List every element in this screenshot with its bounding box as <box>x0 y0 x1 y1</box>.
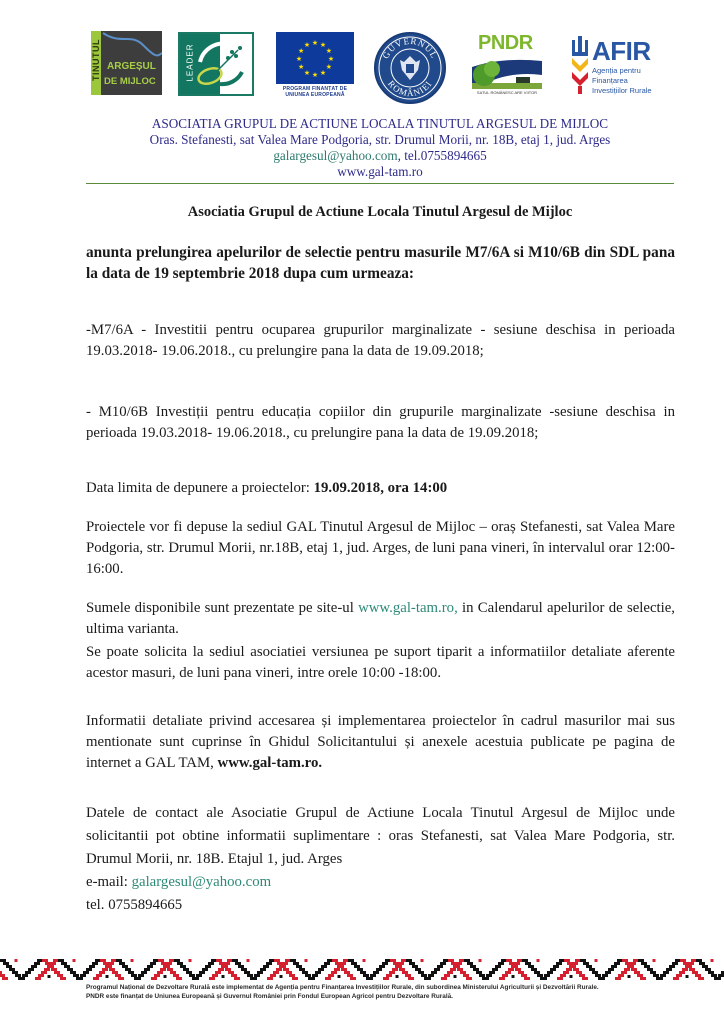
eu-star-icon: ★ <box>325 47 332 55</box>
eu-star-icon: ★ <box>327 55 335 63</box>
measure-m7-6a: -M7/6A - Investitii pentru ocuparea grupurilor marginalizate - sesiune deschisa in perioada 19.03.2018- 19.06.2018., cu prelungire pana la data de 19.09.2018; <box>86 322 675 359</box>
eu-star-icon: ★ <box>311 71 319 79</box>
afir-logo <box>570 36 670 96</box>
eu-caption-line2: UNIUNEA EUROPEANĂ <box>285 92 345 98</box>
header-website-link[interactable]: www.gal-tam.ro <box>337 164 423 179</box>
footer-line1: Programul Național de Dezvoltare Rurală este implementat de Agenția pentru Finanțarea Investițiilor Rurale, din subordinea Ministerului Agriculturii și Dezvoltării Rurale. <box>86 984 599 991</box>
contact-text: Datele de contact ale Asociatie Grupul de Actiune Locala Tinutul Argesul de Mijloc unde solicitantii pot obtine informatii suplimentare : oras Stefanesti, sat Valea Mare Podgoria, str. Drumul Morii, nr. 18B. Etajul 1, jud. Arges <box>86 805 675 867</box>
organization-name: ASOCIATIA GRUPUL DE ACTIUNE LOCALA TINUTUL ARGESUL DE MIJLOC <box>151 116 609 131</box>
pndr-landscape-icon <box>472 53 542 95</box>
logo-tam-vertical-text: TINUTUL <box>91 39 101 81</box>
header-email-link[interactable]: galargesul@yahoo.com <box>273 148 398 163</box>
afir-title: AFIR <box>592 36 651 66</box>
announcement-heading: anunta prelungirea apelurilor de selectie pentru masurile M7/6A si M10/6B din SDL pana la data de 19 septembrie 2018 dupa cum urmeaza: <box>86 244 675 282</box>
details-paragraph <box>86 711 675 774</box>
organization-address: Oras. Stefanesti, sat Valea Mare Podgoria, str. Drumul Morii, nr. 18B, etaj 1, jud. Arges <box>149 132 611 147</box>
logo-tam-line1: ARGEȘUL <box>107 61 156 72</box>
contact-paragraph <box>86 802 675 917</box>
header-phone: , tel.0755894665 <box>397 148 487 163</box>
pndr-logo <box>472 33 542 101</box>
amounts-text-after: in Calendarul apelurilor de selectie, ultima varianta. <box>86 600 676 637</box>
eu-logo <box>276 32 354 98</box>
partner-logos <box>0 30 724 110</box>
contact-line <box>86 148 674 164</box>
contact-email-link[interactable]: galargesul@yahoo.com <box>131 874 272 890</box>
svg-text:SATUL ROMÂNESC ARE VIITOR: SATUL ROMÂNESC ARE VIITOR <box>476 90 538 95</box>
eu-star-icon: ★ <box>319 68 327 77</box>
amounts-text-before: Sumele disponibile sunt prezentate pe site-ul <box>86 600 359 616</box>
eu-star-icon: ★ <box>325 63 332 71</box>
eu-star-icon: ★ <box>319 41 327 50</box>
folk-pattern-border <box>0 957 724 981</box>
svg-text:ROMÂNIEI: ROMÂNIEI <box>386 78 434 99</box>
amounts-paragraph <box>86 598 675 640</box>
river-wave-icon <box>101 31 162 61</box>
eu-star-icon: ★ <box>298 47 305 55</box>
footer-disclaimer <box>86 983 706 1001</box>
eu-star-icon: ★ <box>311 39 319 47</box>
amounts-website-link[interactable]: www.gal-tam.ro, <box>358 600 458 616</box>
government-seal-icon <box>376 34 444 102</box>
phone-line: tel. 0755894665 <box>86 897 183 913</box>
svg-text:GUVERNUL: GUVERNUL <box>380 35 440 61</box>
eu-caption-line1: PROGRAM FINANȚAT DE <box>282 86 348 92</box>
romanian-government-seal <box>374 32 446 104</box>
afir-sub-line2: Investițiilor Rurale <box>592 86 652 95</box>
footer-line2: PNDR este finanțat de Uniunea Europeană și Guvernul României prin Fondul European Agricol pentru Dezvoltare Rurală. <box>86 993 453 1000</box>
afir-sub-line1: Agenția pentru Finanțarea <box>592 66 641 85</box>
letterhead <box>86 116 674 180</box>
logo-leader-text: LEADER <box>185 43 195 82</box>
eu-star-icon: ★ <box>295 55 303 63</box>
details-website-link[interactable]: www.gal-tam.ro. <box>217 755 323 771</box>
deadline-label: Data limita de depunere a proiectelor: <box>86 480 314 496</box>
email-line <box>86 871 675 894</box>
logo-tam-line2: DE MIJLOC <box>104 76 156 87</box>
afir-emblem-icon <box>570 36 590 96</box>
eu-star-icon: ★ <box>298 63 305 71</box>
tinutul-argesul-logo <box>91 31 162 95</box>
submission-paragraph: Proiectele vor fi depuse la sediul GAL Tinutul Argesul de Mijloc – oraș Stefanesti, sat Valea Mare Podgoria, str. Drumul Morii, nr.18B, etaj 1, jud. Arges, de luni pana vineri, în intervalul orar 12:00-16:00. <box>86 519 675 577</box>
header-divider <box>86 183 674 184</box>
details-text: Informatii detaliate privind accesarea și implementarea proiectelor în cadrul masurilor mai sus mentionate sunt cuprinse în Ghidul Solicitantului și anexele acestuia publicate pe pagina de internet a GAL TAM, <box>86 713 675 771</box>
pndr-title: PNDR <box>478 32 533 54</box>
leader-logo <box>178 32 254 96</box>
measure-m10-6b: - M10/6B Investiții pentru educația copiilor din grupurile marginalizate -sesiune deschisa in perioada 19.03.2018- 19.06.2018., cu prelungire pana la data de 19.09.2018; <box>86 404 675 441</box>
deadline-value: 19.09.2018, ora 14:00 <box>313 480 448 496</box>
printed-request-paragraph: Se poate solicita la sediul asociatiei versiunea pe suport tiparit a informatiilor detaliate aferente acestor masuri, de luni pana vineri, intre orele 10:00 -18:00. <box>86 644 675 681</box>
eu-star-icon: ★ <box>303 68 311 77</box>
email-label: e-mail: <box>86 874 132 890</box>
deadline-paragraph <box>86 478 675 499</box>
eu-flag-icon <box>276 32 354 84</box>
leader-emblem-icon <box>180 34 252 94</box>
document-title: Asociatia Grupul de Actiune Locala Tinutul Argesul de Mijloc <box>187 204 573 220</box>
eu-star-icon: ★ <box>303 41 311 50</box>
